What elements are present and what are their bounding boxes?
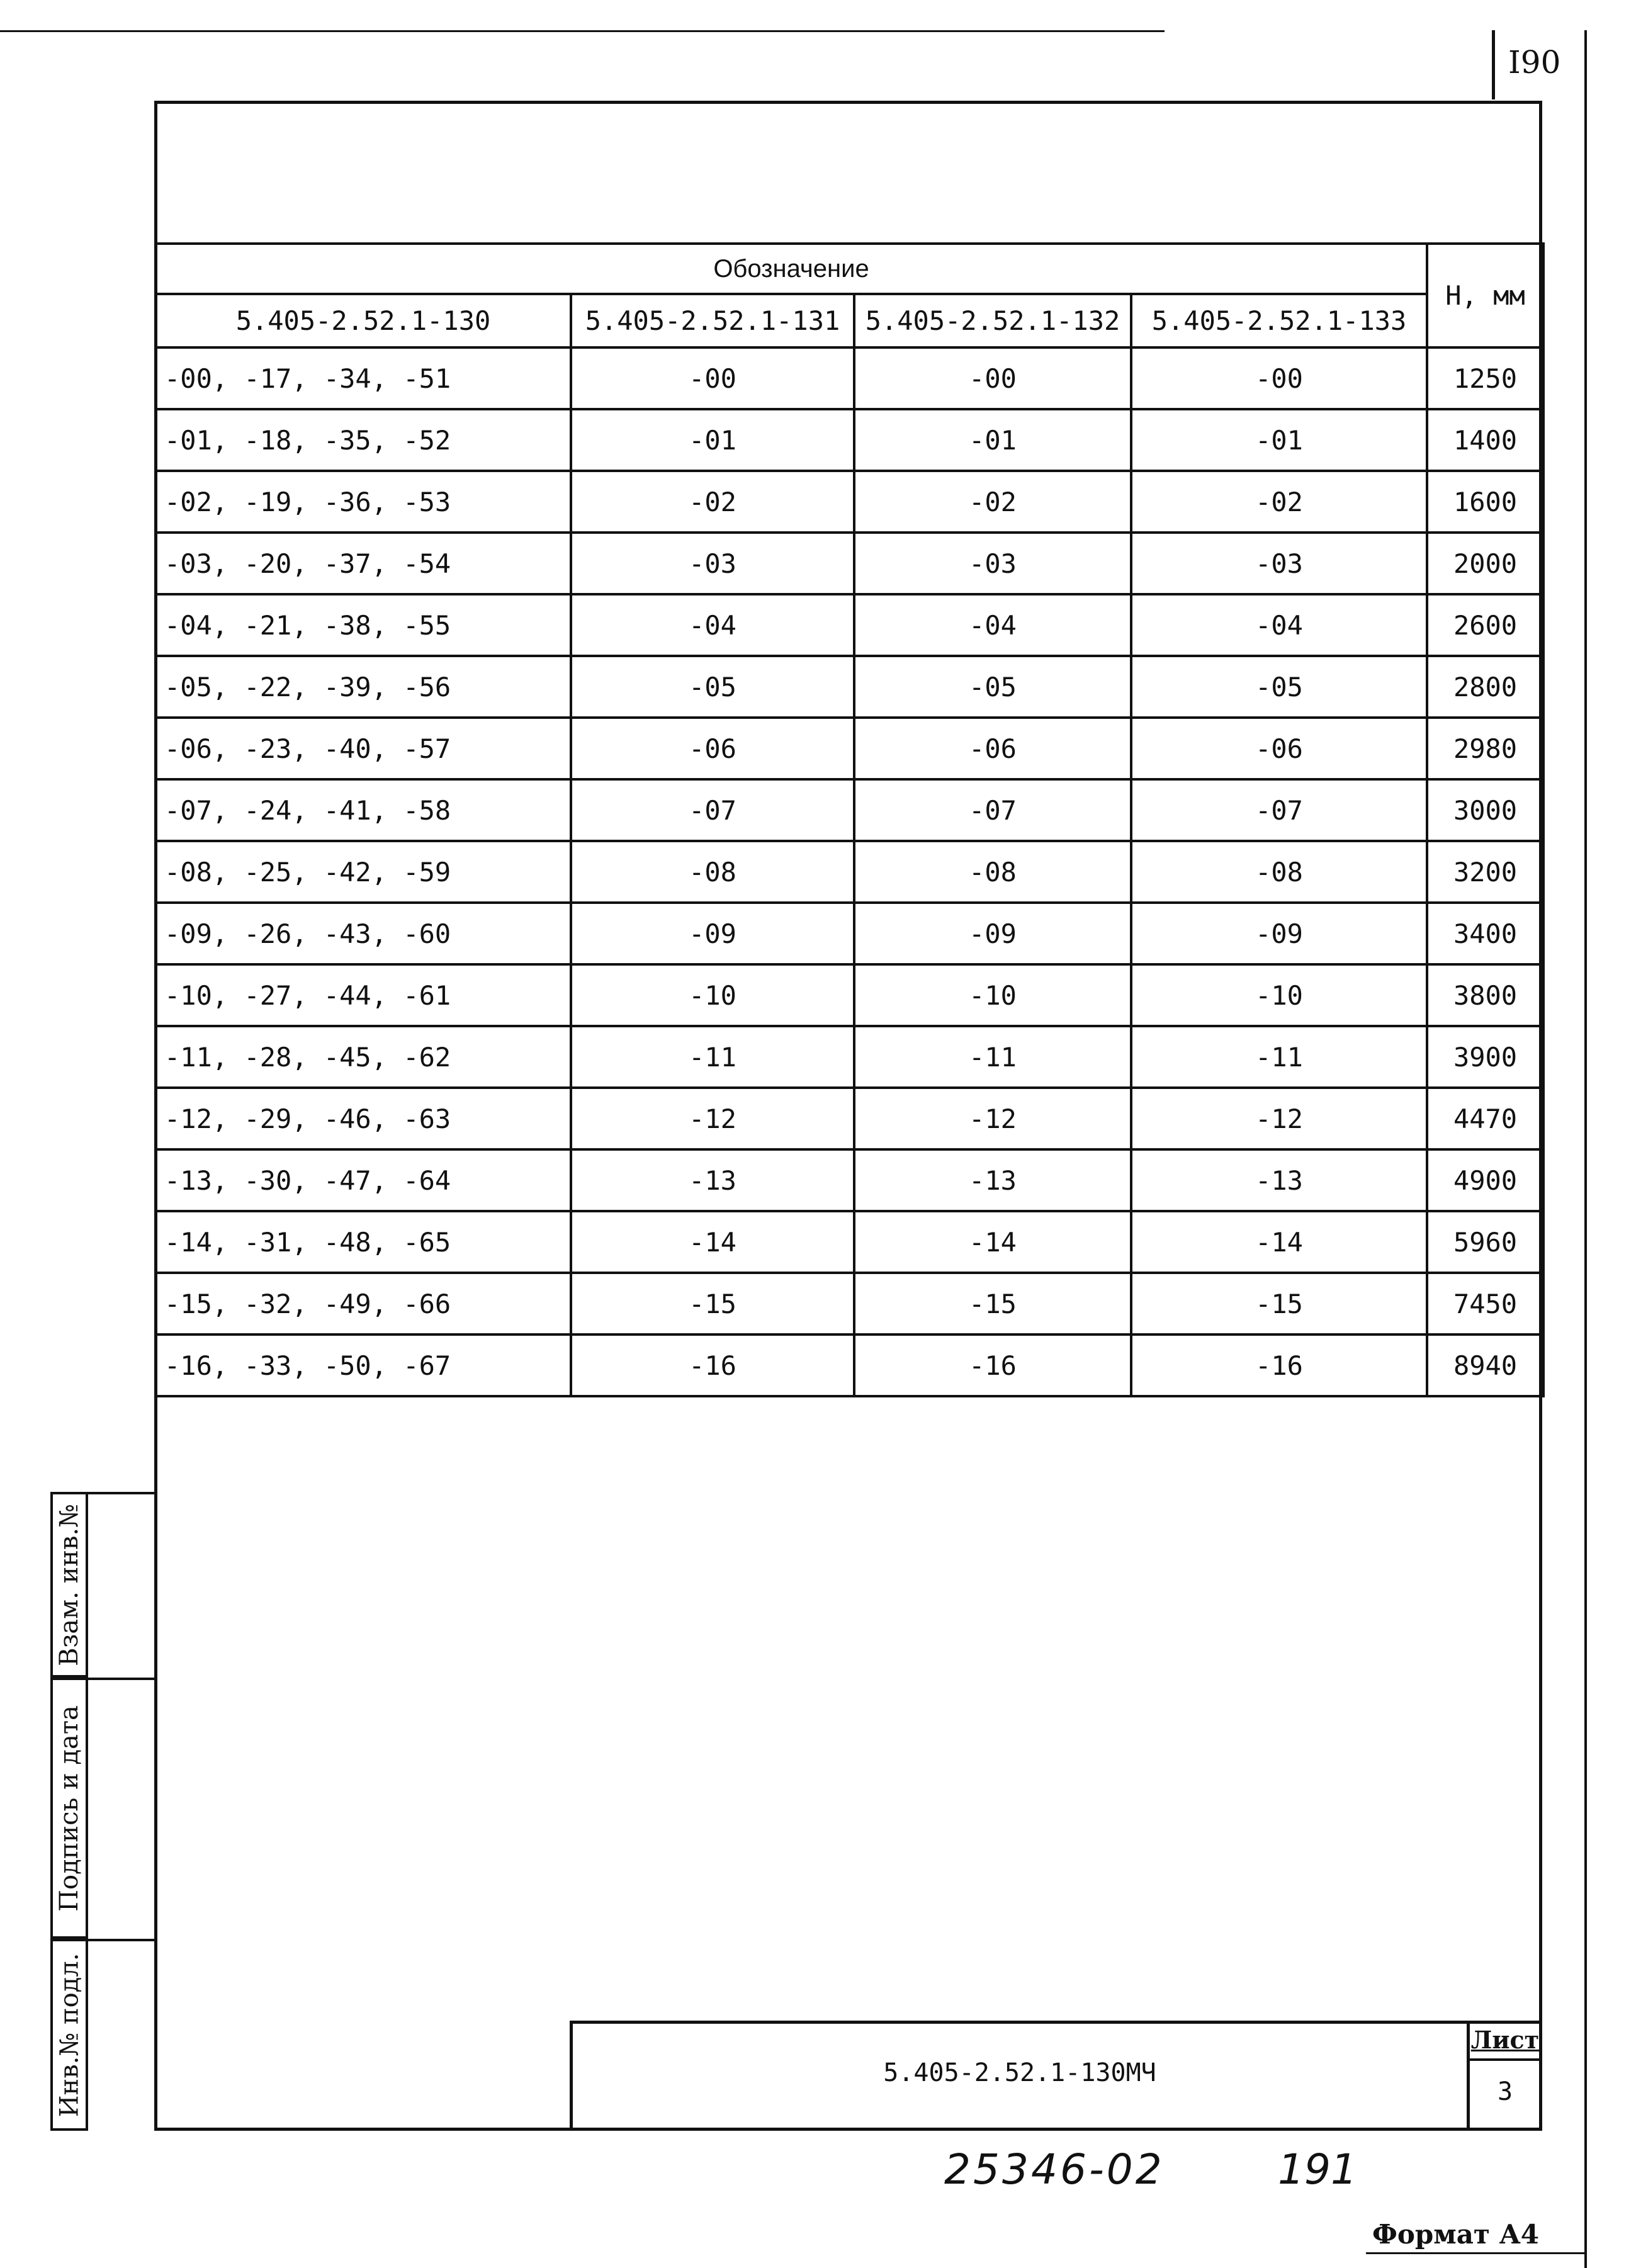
- designation-cell: -07: [1131, 779, 1427, 841]
- table-row: [155, 1026, 1543, 1088]
- table-row: [155, 594, 1543, 656]
- right-margin-rule: [1584, 30, 1587, 2268]
- designation-cell: -01: [854, 409, 1131, 471]
- designation-cell: -11: [854, 1026, 1131, 1088]
- designation-cell: -14: [854, 1211, 1131, 1273]
- column-header-131: 5.405-2.52.1-131: [571, 294, 854, 347]
- designation-cell: -15: [571, 1273, 854, 1334]
- designation-cell: -00: [1131, 347, 1427, 409]
- designation-cell: -13, -30, -47, -64: [155, 1149, 571, 1211]
- column-header-130: 5.405-2.52.1-130: [155, 294, 571, 347]
- table-row: [155, 409, 1543, 471]
- designation-cell: -15: [854, 1273, 1131, 1334]
- table-row: [155, 656, 1543, 718]
- designation-cell: -09, -26, -43, -60: [155, 903, 571, 964]
- designation-cell: -04, -21, -38, -55: [155, 594, 571, 656]
- designation-cell: -01: [571, 409, 854, 471]
- height-cell: 3900: [1427, 1026, 1543, 1088]
- designation-cell: -06, -23, -40, -57: [155, 718, 571, 779]
- designation-cell: -14: [571, 1211, 854, 1273]
- column-header-132: 5.405-2.52.1-132: [854, 294, 1131, 347]
- swap-inv-label: Взам. инв.№: [55, 1503, 84, 1666]
- top-rule: [0, 30, 1165, 32]
- height-header: Н, мм: [1427, 244, 1543, 347]
- designation-cell: -08: [1131, 841, 1427, 903]
- column-header-row: [155, 294, 1543, 347]
- format-label: Формат А4: [1372, 2219, 1540, 2250]
- height-cell: 3800: [1427, 964, 1543, 1026]
- designation-cell: -10: [1131, 964, 1427, 1026]
- height-cell: 2000: [1427, 533, 1543, 594]
- designation-cell: -06: [854, 718, 1131, 779]
- designation-cell: -11, -28, -45, -62: [155, 1026, 571, 1088]
- page-number: I90: [1508, 44, 1561, 81]
- document-code: 5.405-2.52.1-130МЧ: [883, 2058, 1156, 2087]
- designation-cell: -12, -29, -46, -63: [155, 1088, 571, 1149]
- designation-cell: -01: [1131, 409, 1427, 471]
- designation-cell: -13: [1131, 1149, 1427, 1211]
- table-row: [155, 1149, 1543, 1211]
- height-cell: 2600: [1427, 594, 1543, 656]
- table-row: [155, 903, 1543, 964]
- height-cell: 1600: [1427, 471, 1543, 533]
- designation-cell: -03: [1131, 533, 1427, 594]
- height-cell: 1250: [1427, 347, 1543, 409]
- designation-cell: -04: [1131, 594, 1427, 656]
- height-cell: 2980: [1427, 718, 1543, 779]
- designation-cell: -13: [854, 1149, 1131, 1211]
- designation-cell: -02: [854, 471, 1131, 533]
- designation-cell: -04: [571, 594, 854, 656]
- designation-cell: -16, -33, -50, -67: [155, 1334, 571, 1396]
- designation-cell: -05, -22, -39, -56: [155, 656, 571, 718]
- table-body: [155, 347, 1543, 1396]
- signature-date-box: [50, 1678, 88, 1939]
- designation-cell: -00: [571, 347, 854, 409]
- height-cell: 3000: [1427, 779, 1543, 841]
- designation-cell: -01, -18, -35, -52: [155, 409, 571, 471]
- designation-cell: -15: [1131, 1273, 1427, 1334]
- designation-cell: -00, -17, -34, -51: [155, 347, 571, 409]
- designation-cell: -09: [854, 903, 1131, 964]
- height-cell: 3400: [1427, 903, 1543, 964]
- stamp-connector: [88, 1492, 154, 1494]
- designation-cell: -04: [854, 594, 1131, 656]
- designation-cell: -08, -25, -42, -59: [155, 841, 571, 903]
- sheet-number: 3: [1497, 2077, 1513, 2106]
- column-header-133: 5.405-2.52.1-133: [1131, 294, 1427, 347]
- table-row: [155, 841, 1543, 903]
- height-cell: 4470: [1427, 1088, 1543, 1149]
- designation-cell: -16: [854, 1334, 1131, 1396]
- table-row: [155, 964, 1543, 1026]
- stamp-connector: [88, 1939, 154, 1941]
- designation-cell: -12: [571, 1088, 854, 1149]
- inv-original-box: [50, 1939, 88, 2131]
- designation-cell: -11: [1131, 1026, 1427, 1088]
- height-cell: 1400: [1427, 409, 1543, 471]
- designation-cell: -06: [1131, 718, 1427, 779]
- designation-cell: -02, -19, -36, -53: [155, 471, 571, 533]
- designation-cell: -16: [1131, 1334, 1427, 1396]
- designation-cell: -00: [854, 347, 1131, 409]
- stamp-connector: [88, 1678, 154, 1680]
- table-row: [155, 533, 1543, 594]
- designation-cell: -08: [571, 841, 854, 903]
- height-cell: 5960: [1427, 1211, 1543, 1273]
- format-underline: [1366, 2252, 1586, 2254]
- designation-cell: -09: [571, 903, 854, 964]
- designation-header: Обозначение: [155, 244, 1427, 294]
- designation-cell: -14: [1131, 1211, 1427, 1273]
- designation-cell: -09: [1131, 903, 1427, 964]
- table-row: [155, 1088, 1543, 1149]
- designation-cell: -02: [571, 471, 854, 533]
- designation-cell: -08: [854, 841, 1131, 903]
- swap-inv-box: [50, 1492, 88, 1678]
- table-row: [155, 779, 1543, 841]
- table-row: [155, 718, 1543, 779]
- designation-cell: -11: [571, 1026, 854, 1088]
- table-row: [155, 347, 1543, 409]
- designation-cell: -10, -27, -44, -61: [155, 964, 571, 1026]
- inv-original-label: Инв.№ подл.: [55, 1953, 84, 2117]
- table-row: [155, 1334, 1543, 1396]
- designation-cell: -10: [854, 964, 1131, 1026]
- designation-cell: -07, -24, -41, -58: [155, 779, 571, 841]
- height-cell: 3200: [1427, 841, 1543, 903]
- designation-cell: -05: [854, 656, 1131, 718]
- height-cell: 2800: [1427, 656, 1543, 718]
- designation-cell: -02: [1131, 471, 1427, 533]
- height-cell: 8940: [1427, 1334, 1543, 1396]
- designation-cell: -06: [571, 718, 854, 779]
- designation-cell: -07: [571, 779, 854, 841]
- height-cell: 4900: [1427, 1149, 1543, 1211]
- table-row: [155, 1211, 1543, 1273]
- designation-cell: -05: [571, 656, 854, 718]
- designation-cell: -15, -32, -49, -66: [155, 1273, 571, 1334]
- designation-table: [154, 242, 1545, 1397]
- designation-cell: -12: [1131, 1088, 1427, 1149]
- designation-cell: -14, -31, -48, -65: [155, 1211, 571, 1273]
- designation-cell: -10: [571, 964, 854, 1026]
- sheet-label: Лист: [1470, 2026, 1540, 2054]
- designation-cell: -07: [854, 779, 1131, 841]
- designation-cell: -13: [571, 1149, 854, 1211]
- signature-date-label: Подпись и дата: [55, 1705, 84, 1912]
- sheet-divider: [1467, 2058, 1542, 2061]
- designation-cell: -03: [571, 533, 854, 594]
- designation-cell: -03, -20, -37, -54: [155, 533, 571, 594]
- handwritten-code: 25346-02: [944, 2145, 1165, 2194]
- height-cell: 7450: [1427, 1273, 1543, 1334]
- designation-cell: -03: [854, 533, 1131, 594]
- designation-cell: -05: [1131, 656, 1427, 718]
- table-row: [155, 1273, 1543, 1334]
- designation-cell: -12: [854, 1088, 1131, 1149]
- designation-cell: -16: [571, 1334, 854, 1396]
- table-row: [155, 471, 1543, 533]
- page-number-divider: [1492, 30, 1495, 99]
- handwritten-page: 191: [1278, 2145, 1357, 2194]
